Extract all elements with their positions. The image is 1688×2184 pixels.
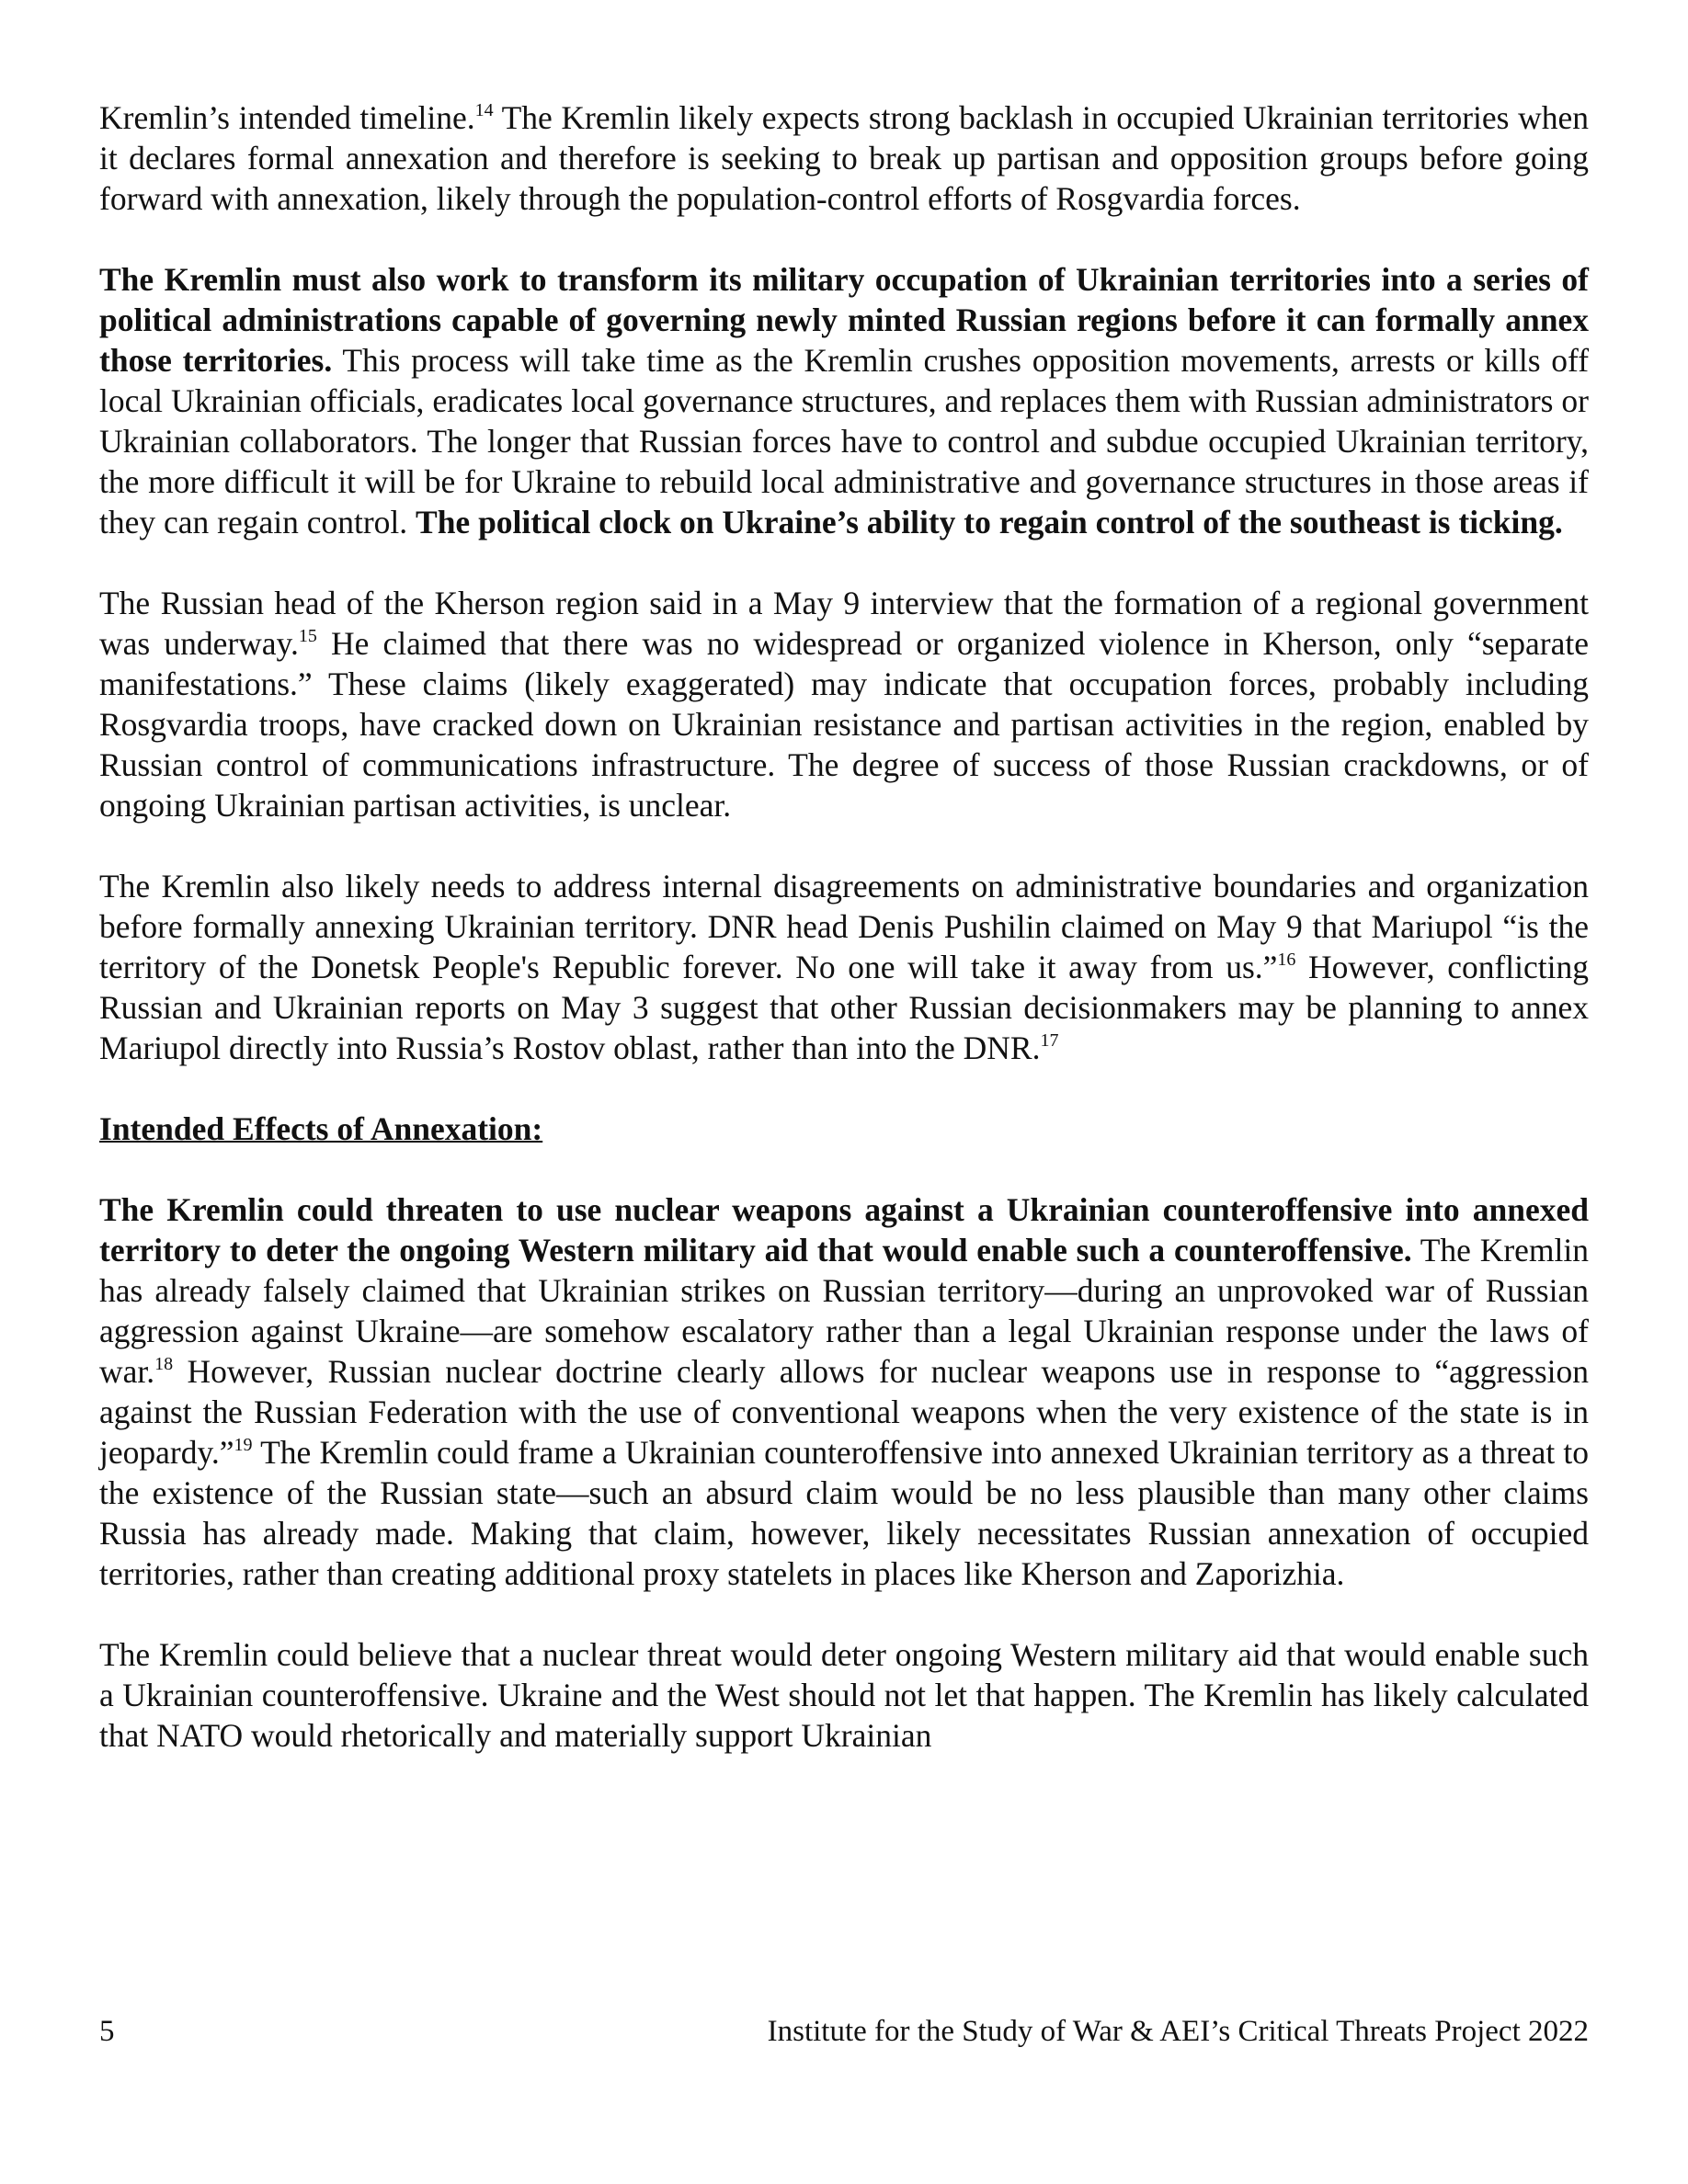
- footnote-ref[interactable]: 15: [298, 626, 317, 646]
- paragraph-text: The Kremlin likely expects strong backlash in occupied Ukrainian territories when it declares formal annexation and therefore is seeking to break up partisan and opposition groups before going forward with annexation, likely through the population-control efforts of Rosgvardia forces.: [99, 99, 1589, 217]
- paragraph-4: [99, 866, 1589, 1068]
- paragraph-3: [99, 583, 1589, 825]
- paragraph-text: Kremlin’s intended timeline.: [99, 99, 475, 136]
- paragraph-text: The Kremlin also likely needs to address internal disagreements on administrative boundaries and organization before formally annexing Ukrainian territory. DNR head Denis Pushilin claimed on May 9 that Mariupol “is the territory of the Donetsk People's Republic forever. No one will take it away from us.”: [99, 868, 1589, 985]
- footnote-ref[interactable]: 16: [1277, 950, 1296, 970]
- bold-lead: The Kremlin could threaten to use nuclear weapons against a Ukrainian counteroffensive into annexed territory to deter the ongoing Western military aid that would enable such a counteroffensive.: [99, 1191, 1589, 1268]
- footnote-ref[interactable]: 18: [154, 1354, 174, 1374]
- section-heading: Intended Effects of Annexation:: [99, 1110, 543, 1147]
- bold-lead: The Kremlin must also work to transform its military occupation of Ukrainian territories into a series of political administrations capable of governing newly minted Russian regions before it can formally annex those territories.: [99, 261, 1589, 379]
- paragraph-6: [99, 1634, 1589, 1756]
- paragraph-text: The Russian head of the Kherson region said in a May 9 interview that the formation of a regional government was underway.: [99, 585, 1589, 662]
- paragraph-text: However, conflicting Russian and Ukrainian reports on May 3 suggest that other Russian decisionmakers may be planning to annex Mariupol directly into Russia’s Rostov oblast, rather than into the DNR.: [99, 949, 1589, 1066]
- paragraph-text: He claimed that there was no widespread or organized violence in Kherson, only “separate manifestations.” These claims (likely exaggerated) may indicate that occupation forces, probably including Rosgvardia troops, have cracked down on Ukrainian resistance and partisan activities in the region, enabled by Russian control of communications infrastructure. The degree of success of those Russian crackdowns, or of ongoing Ukrainian partisan activities, is unclear.: [99, 625, 1589, 824]
- footer-organization: Institute for the Study of War & AEI’s Critical Threats Project 2022: [767, 2015, 1589, 2048]
- paragraph-1: [99, 97, 1589, 219]
- bold-conclusion: The political clock on Ukraine’s ability to regain control of the southeast is ticking.: [416, 504, 1563, 540]
- paragraph-2: [99, 259, 1589, 542]
- paragraph-text: This process will take time as the Kremlin crushes opposition movements, arrests or kills off local Ukrainian officials, eradicates local governance structures, and replaces them with Russian administrators or Ukrainian collaborators. The longer that Russian forces have to control and subdue occupied Ukrainian territory, the more difficult it will be for Ukraine to rebuild local administrative and governance structures in those areas if they can regain control.: [99, 342, 1590, 540]
- paragraph-text: The Kremlin could frame a Ukrainian counteroffensive into annexed Ukrainian territory as a threat to the existence of the Russian state—such an absurd claim would be no less plausible than many other claims Russia has already made. Making that claim, however, likely necessitates Russian annexation of occupied territories, rather than creating additional proxy statelets in places like Kherson and Zaporizhia.: [99, 1434, 1589, 1592]
- footnote-ref[interactable]: 19: [234, 1435, 253, 1455]
- page-body: [99, 97, 1589, 1796]
- paragraph-text: However, Russian nuclear doctrine clearly allows for nuclear weapons use in response to “aggression against the Russian Federation with the use of conventional weapons when the very existence of the state is in jeopardy.”: [99, 1353, 1589, 1471]
- paragraph-text: The Kremlin could believe that a nuclear threat would deter ongoing Western military aid that would enable such a Ukrainian counteroffensive. Ukraine and the West should not let that happen. The Kremlin has likely calculated that NATO would rhetorically and materially support Ukrainian: [99, 1636, 1589, 1754]
- paragraph-text: The Kremlin has already falsely claimed that Ukrainian strikes on Russian territory—during an unprovoked war of Russian aggression against Ukraine—are somehow escalatory rather than a legal Ukrainian response under the laws of war.: [99, 1232, 1589, 1390]
- page-number: 5: [99, 2015, 115, 2048]
- paragraph-5: [99, 1189, 1589, 1594]
- footnote-ref[interactable]: 14: [474, 100, 494, 120]
- footnote-ref[interactable]: 17: [1040, 1030, 1059, 1051]
